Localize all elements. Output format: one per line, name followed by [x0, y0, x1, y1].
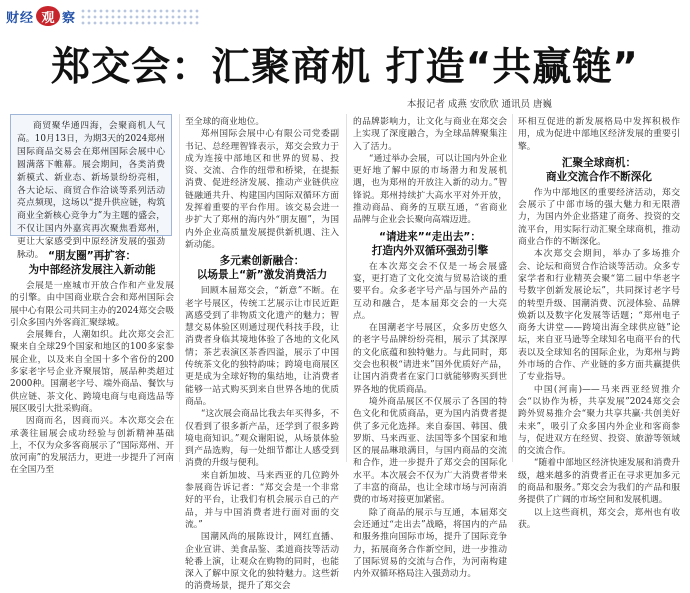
paragraph: 的品牌影响力，让文化与商业在郑交会上实现了深度融合，为全球品牌聚集注入了活力。 [353, 117, 507, 152]
paragraph: “这次展会商品比我去年买得多，不仅看到了很多新产品，还学到了很多跨境电商知识。”观众谢阳说，从场景体验到产品选购，每一处细节都让人感受到消费的升级与便利。 [185, 409, 339, 469]
lead-text: 商贸聚华通四海，会聚商机人气高。10月13日，为期3天的2024郑州国际商品交易会在郑州国际会展中心圆满落下帷幕。展会期间，各类消费新模式、新业态、新场景纷纷亮相，各大论坛、商贸合作洽谈等系列活动亮点频现，这场以“提升供应链，构筑商业全新核心竞争力”为主题的盛会，不仅让国内外嘉宾再次聚焦看郑州，更让大家感受到中原经济发展的强劲脉动。 [17, 121, 165, 261]
column-divider [346, 114, 347, 462]
paragraph: “通过举办会展，可以让国内外企业更好地了解中原的市场潜力和发展机遇，也为郑州的开放注入新的动力。”智锋说。郑州持续扩大高水平对外开放，推动商品、商务的互联互通，“省商业品牌与企业会长聚向高端迈进。 [353, 153, 507, 226]
paragraph: 国潮风尚的展陈设计，网红直播、企业宣讲、美食品鉴、柔道商技等活动轮番上演，让观众在购物的同时，也能深入了解中原文化的独特魅力。这些新的消费场景，提升了郑交会 [185, 532, 339, 592]
column-tag-emblem: 观 [36, 6, 60, 26]
subheading-4-line-1: 汇聚全球商机： [561, 156, 637, 169]
subheading-3-line-1: “请进来”“走出去”： [378, 230, 481, 243]
article-column-4 [518, 116, 680, 530]
paragraph: 郑州国际会展中心有限公司党委副书记、总经理智锋表示，郑交会致力于成为连接中部地区和世界的贸易、投资、交流、合作的纽带和桥梁，在提振消费、促进经济发展、推动产业链供应链融通共升、构建国内国际双循环方面发挥着重要的平台作用。该交易会进一步扩大了郑州的海内外“朋友圈”，为国内外企业高质量发展提供新机遇、注入新动能。 [185, 129, 339, 250]
paragraph: 环相互促进的新发展格局中发挥积极作用，成为促进中部地区经济发展的重要引擎。 [518, 117, 680, 152]
subheading-4 [518, 156, 680, 184]
article-column-3 [353, 116, 507, 580]
column-tag-left: 财经 [6, 10, 35, 26]
paragraph: 除了商品的展示与互通，本届郑交会还通过“走出去”战略，将国内的产品和服务推向国际市场，提升了国际竞争力，拓展商务合作新空间，进一步推动了国际贸易的交流与合作，为河南构建内外双循环格局注入强劲动力。 [353, 507, 507, 580]
dot-pattern-decoration [80, 8, 200, 26]
paragraph: 本次郑交会期间，举办了多场推介会、论坛和商贸合作洽谈等活动。众多专家学者和行业精英会聚“第二届中华老字号数字创新发展论坛”，共同探讨老字号的转型升级、国潮消费、沉浸体验、品牌焕新以及数字化发展等话题；“郑州电子商务大讲堂——跨境出海全球供应链”论坛，来自亚马逊等全球知名电商平台的代表以及全球知名的国际企业，为郑州与跨外市场的合作、产业链的多方面共赢提供了专业指导。 [518, 249, 680, 383]
subheading-2-line-1: 多元素创新融合： [219, 255, 305, 268]
subheading-2-line-2: 以场景上“新”激发消费活力 [196, 269, 328, 282]
subheading-3-line-2: 打造内外双循环强劲引擎 [371, 244, 489, 257]
subheading-2 [185, 254, 339, 282]
subheading-1-line-2: 为中部经济发展注入新动能 [28, 264, 156, 276]
paragraph: “随着中部地区经济快速发展和消费升级，越来越多的消费者正在寻求更加多元的商品和服务。”郑交会为我们的产品和服务提供了广阔的市场空间和发展机遇。 [518, 458, 680, 506]
paragraph: 来自新加坡、马来西亚的几位跨外参展商告诉记者：“郑交会是一个非常好的平台，让我们有机会展示自己的产品，并与中国消费者进行面对面的交流。” [185, 470, 339, 530]
article-column-1 [10, 246, 174, 476]
column-tag-right: 察 [62, 10, 77, 26]
byline: 本报记者 成燕 安欣欣 通讯员 唐巍 [406, 99, 552, 110]
paragraph: 会展舞台，人潮如织。此次郑交会汇聚来自全球29个国家和地区的100多家参展企业，以及来自全国十多个省份的200多家老字号企业齐聚展馆，展品种类超过2000种。国潮老字号、端外商品、餐饮与供应链、茶文化、跨境电商与电商选品等展区吸引大批采购商。 [10, 330, 174, 414]
subheading-1-line-1: “朋友圈”再扩容： [47, 250, 137, 262]
subheading-4-line-2: 商业交流合作不断深化 [546, 170, 652, 183]
column-divider [179, 114, 180, 462]
column-tag [6, 6, 76, 26]
headline: 郑交会：汇聚商机 打造“共赢链” [51, 45, 639, 90]
article-column-2 [185, 116, 339, 592]
paragraph: 在国潮老字号展区，众多历史悠久的老字号品牌纷纷亮相，展示了其深厚的文化底蕴和独特魅力。与此同时，郑交会也积极“请进来”国外优质好产品，让国内消费者在家门口就能够购买到世界各地的优质商品。 [353, 323, 507, 395]
paragraph: 在本次郑交会不仅是一场会展盛宴，更打造了文化交流与贸易洽谈的重要平台。众多老字号产品与国外产品的互动和融合，是本届郑交会的一大亮点。 [353, 261, 507, 321]
paragraph: 会展是一座城市开放合作和产业发展的引擎。由中国商业联合会和郑州国际会展中心有限公司共同主办的2024郑交会吸引众多国内外客商汇聚绿城。 [10, 281, 174, 328]
paragraph: 作为中部地区的重要经济活动，郑交会展示了中部市场的强大魅力和无限潜力，为国内外企业搭建了商务、投资的交流平台，用实际行动汇聚全球商机，推动商业合作的不断深化。 [518, 187, 680, 248]
paragraph: 至全球的商业地位。 [185, 117, 265, 127]
paragraph: 中国(河南)——马来西亚经贸推介会“以协作为桥，共享发展”2024郑交会跨外贸易推介会“聚力共享共赢·共创美好未来”，吸引了众多国内外企业和客商参与，促进双方在经贸、投资、旅游等领域的交流合作。 [518, 384, 680, 457]
paragraph: 以上这些商机，郑交会，郑州也有收获。 [518, 507, 680, 530]
subheading-1 [10, 249, 174, 277]
paragraph: 回顾本届郑交会，“新意”不断。在老字号展区，传统工艺展示让市民近距离感受到了非物质文化遗产的魅力；智慧交易体验区则通过现代科技手段，让消费者身临其境地体验了各地的文化风情；茶艺表演区茶香四溢，展示了中国传统茶文化的独特韵味；跨境电商展区更是成为全球好物的集结地，让消费者能够一站式购买到来自世界各地的优质商品。 [185, 286, 339, 407]
paragraph: 境外商品展区不仅展示了各国的特色文化和优质商品，更为国内消费者提供了多元化选择。来自泰国、韩国、俄罗斯、马来西亚、法国等多个国家和地区的展品琳琅满目，与国内商品的交流和合作，进一步提升了郑交会的国际化水平。本次展会不仅为广大消费者带来了丰富的商品，也让全球市场与河南消费的市场对接更加紧密。 [353, 396, 507, 506]
column-divider [512, 114, 513, 462]
subheading-3 [353, 230, 507, 258]
paragraph: 因商而名，因商而兴。本次郑交会在承袭往届展会成功经验与创新精神基础上，不仅为众多客商展示了“国际郑州、开放河南”的发展活力，更进一步提升了河南在全国乃至 [10, 416, 174, 476]
